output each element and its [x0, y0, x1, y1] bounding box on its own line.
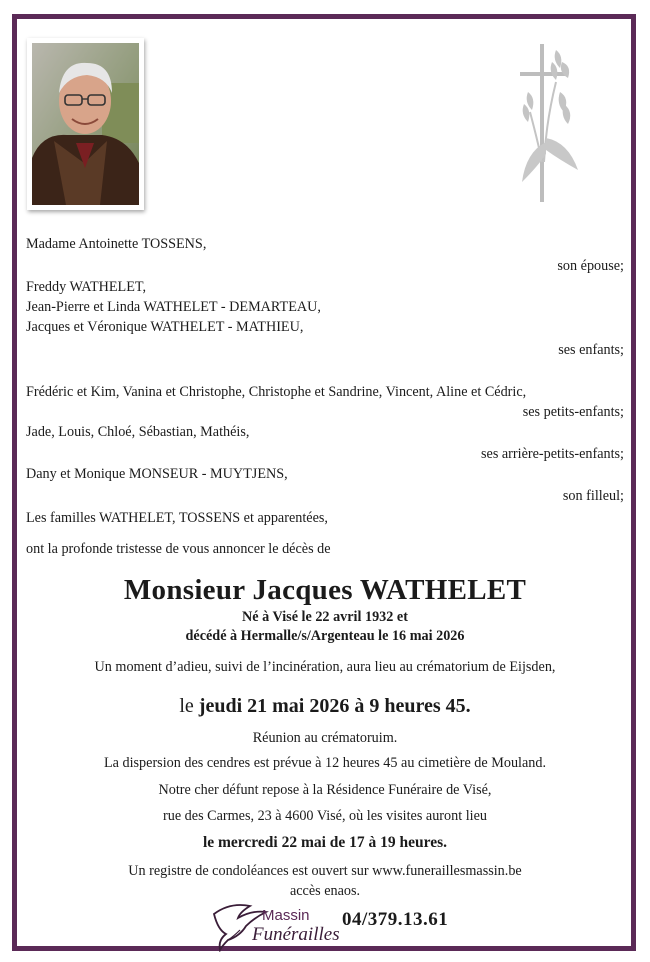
spouse-name: Madame Antoinette TOSSENS,	[26, 236, 207, 252]
grandchildren-names: Frédéric et Kim, Vanina et Christophe, Christophe et Sandrine, Vincent, Aline et Cédric,	[26, 384, 527, 400]
announcement-line: ont la profonde tristesse de vous annoncer le décès de	[26, 541, 331, 557]
register-line-2: accès enaos.	[289, 883, 361, 899]
great-grandchildren-names: Jade, Louis, Chloé, Sébastian, Mathéis,	[26, 424, 250, 440]
godchild-names: Dany et Monique MONSEUR - MUYTJENS,	[26, 466, 288, 482]
spouse-role: son épouse;	[557, 258, 624, 274]
meeting-line: Réunion au crématoruim.	[252, 730, 398, 746]
ceremony-date-prefix: le	[179, 695, 199, 717]
birth-line: Né à Visé le 22 avril 1932 et	[242, 609, 408, 625]
families-line: Les familles WATHELET, TOSSENS et apparentées,	[26, 510, 328, 526]
rest-line-2: rue des Carmes, 23 à 4600 Visé, où les visites auront lieu	[163, 808, 487, 824]
ceremony-date	[0, 695, 650, 717]
ceremony-intro: Un moment d’adieu, suivi de l’incinération, aura lieu au crématorium de Eijsden,	[94, 659, 556, 675]
funeral-home-logo	[210, 892, 490, 952]
ceremony-date-value: jeudi 21 mai 2026 à 9 heures 45.	[198, 695, 471, 717]
child-name: Freddy WATHELET,	[26, 279, 147, 295]
godchild-role: son filleul;	[562, 488, 624, 504]
child-name: Jean-Pierre et Linda WATHELET - DEMARTEAU,	[26, 299, 321, 315]
great-grandchildren-role: ses arrière-petits-enfants;	[481, 446, 624, 462]
logo-funerailles-text: Funérailles	[252, 924, 340, 945]
portrait-photo	[27, 38, 144, 210]
death-line: décédé à Hermalle/s/Argenteau le 16 mai 2026	[185, 628, 465, 644]
cross-with-wheat-icon	[516, 42, 586, 204]
visits-line: le mercredi 22 mai de 17 à 19 heures.	[202, 834, 448, 851]
phone-number: 04/379.13.61	[342, 909, 449, 930]
logo-massin-text: Massin	[262, 907, 310, 924]
child-name: Jacques et Véronique WATHELET - MATHIEU,	[26, 319, 304, 335]
deceased-name: Monsieur Jacques WATHELET	[123, 574, 527, 606]
rest-line-1: Notre cher défunt repose à la Résidence Funéraire de Visé,	[158, 782, 492, 798]
grandchildren-role: ses petits-enfants;	[522, 404, 624, 420]
register-line-1: Un registre de condoléances est ouvert sur www.funeraillesmassin.be	[128, 863, 522, 879]
children-role: ses enfants;	[558, 342, 624, 358]
ashes-line: La dispersion des cendres est prévue à 12 heures 45 au cimetière de Mouland.	[103, 755, 547, 771]
